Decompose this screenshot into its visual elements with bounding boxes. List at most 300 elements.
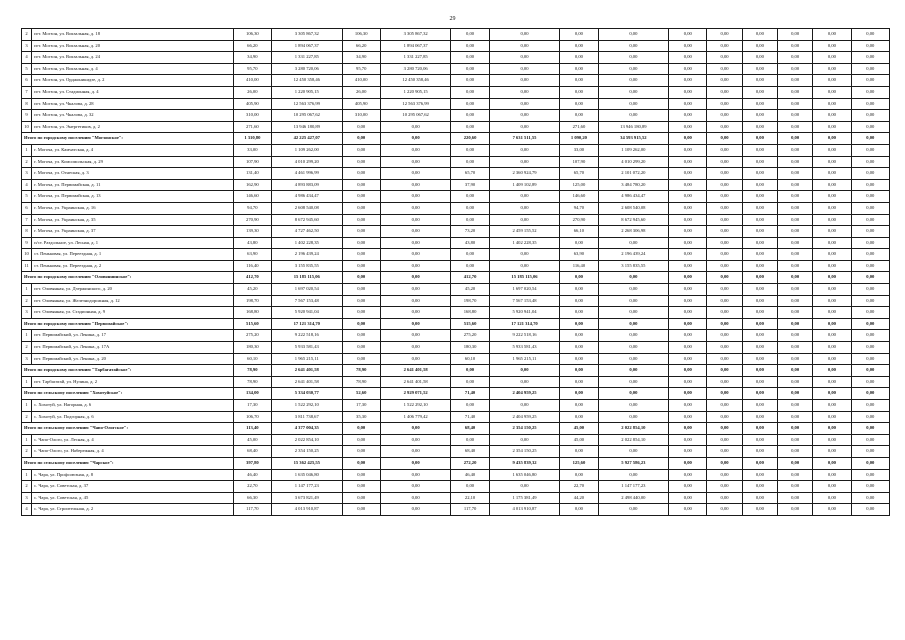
value-cell: 410,00 [233, 75, 271, 87]
value-cell: 0,00 [707, 365, 742, 377]
value-cell: 0,00 [742, 284, 777, 296]
value-cell: 0,00 [742, 214, 777, 226]
value-cell: 0,00 [598, 63, 669, 75]
value-cell: 0,00 [598, 40, 669, 52]
value-cell: 0,00 [742, 249, 777, 261]
value-cell: 0,00 [707, 284, 742, 296]
value-cell: 0,00 [851, 144, 889, 156]
value-cell: 0,00 [380, 504, 451, 516]
value-cell: 7 631 511,55 [489, 133, 560, 145]
value-cell: 0,00 [669, 388, 707, 400]
value-cell: 0,00 [380, 260, 451, 272]
value-cell: 4 010 299,20 [272, 156, 343, 168]
value-cell: 0,00 [489, 86, 560, 98]
value-cell: 0,00 [451, 86, 489, 98]
value-cell: 0,00 [813, 86, 851, 98]
value-cell: 66,30 [233, 492, 271, 504]
value-cell: 78,90 [233, 376, 271, 388]
value-cell: 0,00 [742, 133, 777, 145]
value-cell: 0,00 [778, 191, 813, 203]
subtotal-label: Итого по городскому поселению "Первомайское": [22, 318, 234, 330]
value-cell: 0,00 [451, 40, 489, 52]
value-cell: 0,00 [778, 446, 813, 458]
value-cell: 0,00 [742, 75, 777, 87]
value-cell: 0,00 [598, 411, 669, 423]
value-cell: 3 155 835,55 [598, 260, 669, 272]
value-cell: 0,00 [851, 295, 889, 307]
table-row [22, 446, 890, 458]
value-cell: 0,00 [380, 121, 451, 133]
value-cell: 78,90 [233, 365, 271, 377]
value-cell: 0,00 [489, 156, 560, 168]
value-cell: 0,00 [778, 388, 813, 400]
value-cell: 106,30 [342, 29, 380, 41]
value-cell: 78,90 [342, 365, 380, 377]
value-cell: 131,40 [233, 168, 271, 180]
value-cell: 0,00 [669, 492, 707, 504]
value-cell: 0,00 [742, 272, 777, 284]
value-cell: 0,00 [380, 434, 451, 446]
value-cell: 0,00 [669, 29, 707, 41]
subtotal-row [22, 272, 890, 284]
value-cell: 0,00 [560, 388, 598, 400]
value-cell: 0,00 [380, 191, 451, 203]
value-cell: 0,00 [778, 411, 813, 423]
value-cell: 0,00 [707, 202, 742, 214]
value-cell: 410,00 [342, 75, 380, 87]
value-cell: 9 435 839,32 [489, 457, 560, 469]
row-number: 2 [22, 295, 32, 307]
value-cell: 0,00 [380, 481, 451, 493]
value-cell: 0,00 [851, 342, 889, 354]
value-cell: 1 147 177,23 [598, 481, 669, 493]
value-cell: 270,90 [233, 214, 271, 226]
value-cell: 1 402 228,35 [272, 237, 343, 249]
value-cell: 0,00 [669, 260, 707, 272]
value-cell: 0,00 [778, 434, 813, 446]
table-row [22, 411, 890, 423]
value-cell: 0,00 [451, 481, 489, 493]
address-cell: г. Могоча, ул. Первомайская, д. 13 [32, 191, 234, 203]
value-cell: 5 933 581,43 [272, 342, 343, 354]
value-cell: 2 022 854,10 [598, 434, 669, 446]
value-cell: 0,00 [813, 446, 851, 458]
value-cell: 0,00 [778, 144, 813, 156]
value-cell: 271,60 [560, 121, 598, 133]
value-cell: 116,40 [233, 260, 271, 272]
value-cell: 0,00 [778, 307, 813, 319]
value-cell: 1 220 905,15 [272, 86, 343, 98]
row-number: 1 [22, 400, 32, 412]
value-cell: 45,20 [451, 284, 489, 296]
value-cell: 0,00 [707, 52, 742, 64]
row-number: 7 [22, 86, 32, 98]
value-cell: 397,80 [233, 457, 271, 469]
value-cell: 0,00 [851, 168, 889, 180]
value-cell: 0,00 [742, 121, 777, 133]
value-cell: 60,10 [233, 353, 271, 365]
value-cell: 0,00 [342, 504, 380, 516]
subtotal-label: Итого по городскому поселению "Могзонское": [22, 133, 234, 145]
value-cell: 0,00 [778, 121, 813, 133]
value-cell: 12 450 358,46 [272, 75, 343, 87]
row-number: 1 [22, 469, 32, 481]
value-cell: 0,00 [451, 29, 489, 41]
address-cell: пгт. Тарбагатай, ул. Нулина, д. 2 [32, 376, 234, 388]
value-cell: 0,00 [742, 295, 777, 307]
value-cell: 0,00 [489, 434, 560, 446]
value-cell: 0,00 [813, 98, 851, 110]
value-cell: 0,00 [851, 492, 889, 504]
value-cell: 1 409 102,89 [489, 179, 560, 191]
value-cell: 0,00 [489, 191, 560, 203]
value-cell: 0,00 [813, 434, 851, 446]
value-cell: 0,00 [707, 434, 742, 446]
address-cell: пгт. Могзон, ул. Чкалова, д. 28 [32, 98, 234, 110]
value-cell: 44,20 [560, 492, 598, 504]
value-cell: 0,00 [707, 504, 742, 516]
table-row [22, 98, 890, 110]
row-number: 5 [22, 191, 32, 203]
value-cell: 60,10 [451, 353, 489, 365]
address-cell: с. Чара, ул. Советская, д. 37 [32, 481, 234, 493]
value-cell: 0,00 [669, 133, 707, 145]
value-cell: 0,00 [489, 365, 560, 377]
row-number: 2 [22, 29, 32, 41]
row-number: 3 [22, 353, 32, 365]
value-cell: 515,60 [233, 318, 271, 330]
value-cell: 0,00 [707, 411, 742, 423]
value-cell: 0,00 [742, 504, 777, 516]
value-cell: 0,00 [778, 330, 813, 342]
address-cell: пгт. Могзон, ул. Энергетиков, д. 2 [32, 121, 234, 133]
value-cell: 0,00 [742, 63, 777, 75]
value-cell: 162,90 [233, 179, 271, 191]
address-cell: пгт. Могзон, ул. Вокзальная, д. 4 [32, 63, 234, 75]
row-number: 3 [22, 492, 32, 504]
value-cell: 0,00 [813, 411, 851, 423]
value-cell: 0,00 [380, 318, 451, 330]
value-cell: 12 563 376,99 [272, 98, 343, 110]
value-cell: 13 946 180,89 [272, 121, 343, 133]
value-cell: 0,00 [669, 365, 707, 377]
value-cell: 0,00 [669, 144, 707, 156]
value-cell: 0,00 [742, 226, 777, 238]
value-cell: 0,00 [707, 29, 742, 41]
value-cell: 117,70 [451, 504, 489, 516]
value-cell: 0,00 [669, 168, 707, 180]
row-number: 9 [22, 110, 32, 122]
value-cell: 1 894 067,37 [380, 40, 451, 52]
value-cell: 0,00 [560, 52, 598, 64]
value-cell: 0,00 [598, 110, 669, 122]
value-cell: 0,00 [778, 504, 813, 516]
value-cell: 0,00 [451, 121, 489, 133]
row-number: 2 [22, 411, 32, 423]
address-cell: г. Могоча, ул. Комсомольская, д. 29 [32, 156, 234, 168]
address-cell: г. Могоча, ул. Камчатская, д. 4 [32, 144, 234, 156]
value-cell: 0,00 [851, 40, 889, 52]
table-row [22, 504, 890, 516]
row-number: 1 [22, 330, 32, 342]
address-cell: пгт. Первомайский, ул. Ленина, д. 20 [32, 353, 234, 365]
value-cell: 2 459 155,52 [489, 226, 560, 238]
value-cell: 0,00 [342, 226, 380, 238]
value-cell: 0,00 [560, 86, 598, 98]
table-row [22, 40, 890, 52]
value-cell: 0,00 [598, 388, 669, 400]
value-cell: 0,00 [851, 249, 889, 261]
value-cell: 310,00 [233, 110, 271, 122]
value-cell: 68,40 [233, 446, 271, 458]
value-cell: 46,40 [451, 469, 489, 481]
value-cell: 0,00 [489, 481, 560, 493]
value-cell: 0,00 [342, 284, 380, 296]
value-cell: 0,00 [560, 98, 598, 110]
value-cell: 0,00 [778, 110, 813, 122]
value-cell: 0,00 [489, 249, 560, 261]
row-number: 8 [22, 226, 32, 238]
value-cell: 0,00 [598, 365, 669, 377]
value-cell: 2 641 401,58 [272, 365, 343, 377]
value-cell: 2 354 150,25 [489, 446, 560, 458]
value-cell: 0,00 [342, 168, 380, 180]
value-cell: 4 461 996,99 [272, 168, 343, 180]
value-cell: 0,00 [560, 342, 598, 354]
value-cell: 0,00 [669, 110, 707, 122]
value-cell: 0,00 [778, 249, 813, 261]
value-cell: 0,00 [380, 179, 451, 191]
value-cell: 0,00 [598, 75, 669, 87]
value-cell: 10 295 067,62 [380, 110, 451, 122]
value-cell: 0,00 [851, 307, 889, 319]
value-cell: 0,00 [707, 481, 742, 493]
value-cell: 0,00 [380, 423, 451, 435]
row-number: 1 [22, 284, 32, 296]
value-cell: 0,00 [707, 272, 742, 284]
value-cell: 405,90 [342, 98, 380, 110]
value-cell: 0,00 [778, 52, 813, 64]
value-cell: 66,20 [233, 40, 271, 52]
table-row [22, 202, 890, 214]
value-cell: 113,40 [233, 423, 271, 435]
value-cell: 0,00 [778, 284, 813, 296]
value-cell: 0,00 [851, 86, 889, 98]
value-cell: 0,00 [669, 284, 707, 296]
value-cell: 0,00 [851, 330, 889, 342]
table-row [22, 249, 890, 261]
value-cell: 0,00 [851, 318, 889, 330]
value-cell: 0,00 [669, 202, 707, 214]
value-cell: 34,90 [342, 52, 380, 64]
value-cell: 0,00 [598, 284, 669, 296]
value-cell: 0,00 [813, 342, 851, 354]
value-cell: 8 672 945,60 [598, 214, 669, 226]
value-cell: 8 672 945,60 [272, 214, 343, 226]
value-cell: 7 567 153,48 [272, 295, 343, 307]
value-cell: 0,00 [707, 295, 742, 307]
value-cell: 0,00 [560, 307, 598, 319]
value-cell: 68,40 [451, 423, 489, 435]
table-row [22, 121, 890, 133]
value-cell: 310,00 [342, 110, 380, 122]
value-cell: 0,00 [451, 434, 489, 446]
address-cell: г. Могоча, ул. Украинская, д. 16 [32, 202, 234, 214]
value-cell: 0,00 [813, 121, 851, 133]
table-row [22, 330, 890, 342]
value-cell: 4 013 910,87 [489, 504, 560, 516]
value-cell: 0,00 [707, 179, 742, 191]
value-cell: 180,30 [233, 342, 271, 354]
value-cell: 0,00 [669, 237, 707, 249]
value-cell: 0,00 [813, 295, 851, 307]
value-cell: 0,00 [669, 52, 707, 64]
value-cell: 0,00 [742, 353, 777, 365]
table-row [22, 168, 890, 180]
value-cell: 17 121 314,70 [272, 318, 343, 330]
value-cell: 0,00 [778, 469, 813, 481]
value-cell: 0,00 [342, 481, 380, 493]
value-cell: 0,00 [813, 388, 851, 400]
value-cell: 0,00 [342, 457, 380, 469]
value-cell: 0,00 [851, 156, 889, 168]
value-cell: 0,00 [707, 318, 742, 330]
value-cell: 46,40 [233, 469, 271, 481]
value-cell: 515,60 [451, 318, 489, 330]
value-cell: 0,00 [851, 133, 889, 145]
value-cell: 0,00 [560, 75, 598, 87]
value-cell: 4 377 004,35 [272, 423, 343, 435]
value-cell: 0,00 [742, 388, 777, 400]
value-cell: 0,00 [669, 295, 707, 307]
value-cell: 0,00 [813, 133, 851, 145]
subtotal-label: Итого по городскому поселению "Тарбагатайское": [22, 365, 234, 377]
value-cell: 0,00 [342, 133, 380, 145]
address-cell: п/ст. Раздольное, ул. Лесная, д. 1 [32, 237, 234, 249]
value-cell: 0,00 [778, 353, 813, 365]
value-cell: 0,00 [451, 63, 489, 75]
value-cell: 0,00 [813, 260, 851, 272]
row-number: 4 [22, 504, 32, 516]
value-cell: 2 641 401,58 [380, 376, 451, 388]
value-cell: 0,00 [813, 237, 851, 249]
value-cell: 0,00 [813, 168, 851, 180]
value-cell: 0,00 [778, 63, 813, 75]
value-cell: 0,00 [669, 446, 707, 458]
value-cell: 0,00 [851, 423, 889, 435]
table-row [22, 179, 890, 191]
subtotal-label: Итого по сельскому поселению "Чапо-Ологское": [22, 423, 234, 435]
table-row [22, 226, 890, 238]
value-cell: 0,00 [742, 260, 777, 272]
value-cell: 0,00 [851, 237, 889, 249]
value-cell: 3 280 720,06 [380, 63, 451, 75]
value-cell: 0,00 [851, 29, 889, 41]
value-cell: 0,00 [851, 179, 889, 191]
value-cell: 0,00 [707, 307, 742, 319]
value-cell: 0,00 [742, 492, 777, 504]
value-cell: 0,00 [598, 86, 669, 98]
table-row [22, 110, 890, 122]
value-cell: 0,00 [669, 411, 707, 423]
value-cell: 0,00 [598, 295, 669, 307]
table-row [22, 481, 890, 493]
subtotal-label: Итого по сельскому поселению "Чарское": [22, 457, 234, 469]
value-cell: 0,00 [489, 376, 560, 388]
value-cell: 0,00 [742, 411, 777, 423]
value-cell: 0,00 [342, 260, 380, 272]
value-cell: 0,00 [707, 400, 742, 412]
value-cell: 33,00 [233, 144, 271, 156]
value-cell: 0,00 [742, 457, 777, 469]
value-cell: 0,00 [669, 249, 707, 261]
address-cell: г. Могоча, ул. Украинская, д. 37 [32, 226, 234, 238]
address-cell: с. Хохотуй, ул. Нагорная, д. 6 [32, 400, 234, 412]
value-cell: 0,00 [669, 400, 707, 412]
value-cell: 0,00 [342, 307, 380, 319]
value-cell: 65,70 [451, 168, 489, 180]
value-cell: 0,00 [342, 342, 380, 354]
value-cell: 0,00 [707, 249, 742, 261]
value-cell: 3 305 867,32 [272, 29, 343, 41]
value-cell: 0,00 [669, 86, 707, 98]
value-cell: 0,00 [707, 110, 742, 122]
value-cell: 0,00 [669, 307, 707, 319]
value-cell: 0,00 [489, 144, 560, 156]
value-cell: 0,00 [669, 40, 707, 52]
value-cell: 0,00 [489, 98, 560, 110]
value-cell: 5 920 941,04 [272, 307, 343, 319]
value-cell: 2 196 439,24 [598, 249, 669, 261]
value-cell: 0,00 [598, 342, 669, 354]
value-cell: 0,00 [707, 226, 742, 238]
value-cell: 198,70 [451, 295, 489, 307]
value-cell: 0,00 [742, 376, 777, 388]
value-cell: 0,00 [778, 179, 813, 191]
value-cell: 0,00 [707, 40, 742, 52]
value-cell: 0,00 [342, 272, 380, 284]
page-number: 29 [449, 16, 456, 22]
value-cell: 0,00 [380, 330, 451, 342]
row-number: 3 [22, 168, 32, 180]
value-cell: 2 022 854,10 [598, 423, 669, 435]
value-cell: 0,00 [742, 469, 777, 481]
row-number: 3 [22, 307, 32, 319]
table-row [22, 342, 890, 354]
value-cell: 68,40 [451, 446, 489, 458]
subtotal-row [22, 365, 890, 377]
value-cell: 0,00 [669, 376, 707, 388]
address-cell: пгт. Могзон, ул. Вокзальная, д. 20 [32, 40, 234, 52]
row-number: 1 [22, 144, 32, 156]
value-cell: 0,00 [707, 133, 742, 145]
value-cell: 71,40 [451, 411, 489, 423]
value-cell: 0,00 [598, 52, 669, 64]
value-cell: 2 360 924,79 [489, 168, 560, 180]
value-cell: 1 331 227,85 [272, 52, 343, 64]
value-cell: 0,00 [707, 353, 742, 365]
value-cell: 0,00 [489, 52, 560, 64]
value-cell: 0,00 [742, 434, 777, 446]
subtotal-row [22, 423, 890, 435]
value-cell: 168,80 [233, 307, 271, 319]
subtotal-label: Итого по сельскому поселению "Хохотуйское": [22, 388, 234, 400]
value-cell: 0,00 [598, 353, 669, 365]
value-cell: 52,60 [342, 388, 380, 400]
value-cell: 17 121 314,70 [489, 318, 560, 330]
value-cell: 0,00 [380, 226, 451, 238]
address-cell: с. Хохотуй, ул. Подгорная, д. 6 [32, 411, 234, 423]
